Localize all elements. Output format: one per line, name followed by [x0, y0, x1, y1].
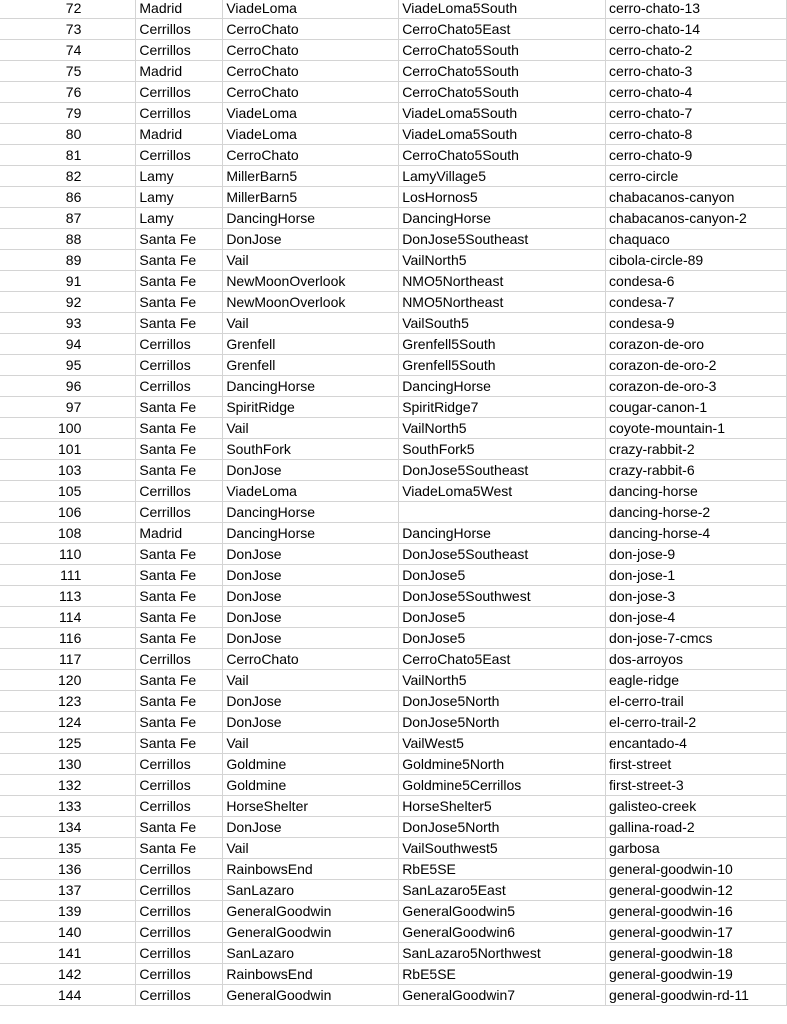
id-cell[interactable]: 97	[0, 397, 136, 418]
town-cell[interactable]: Santa Fe	[136, 817, 223, 838]
slug-cell[interactable]: eagle-ridge	[606, 670, 787, 691]
zone-cell[interactable]: Grenfell	[223, 355, 399, 376]
town-cell[interactable]: Santa Fe	[136, 418, 223, 439]
id-cell[interactable]: 101	[0, 439, 136, 460]
id-cell[interactable]: 89	[0, 250, 136, 271]
id-cell[interactable]: 81	[0, 145, 136, 166]
subzone-cell[interactable]: DancingHorse	[399, 208, 606, 229]
id-cell[interactable]: 108	[0, 523, 136, 544]
slug-cell[interactable]: condesa-9	[606, 313, 787, 334]
id-cell[interactable]: 74	[0, 40, 136, 61]
subzone-cell[interactable]	[399, 502, 606, 523]
town-cell[interactable]: Santa Fe	[136, 439, 223, 460]
town-cell[interactable]: Santa Fe	[136, 292, 223, 313]
town-cell[interactable]: Santa Fe	[136, 712, 223, 733]
subzone-cell[interactable]: ViadeLoma5South	[399, 124, 606, 145]
slug-cell[interactable]: general-goodwin-10	[606, 859, 787, 880]
id-cell[interactable]: 124	[0, 712, 136, 733]
id-cell[interactable]: 120	[0, 670, 136, 691]
zone-cell[interactable]: RainbowsEnd	[223, 964, 399, 985]
subzone-cell[interactable]: ViadeLoma5South	[399, 103, 606, 124]
id-cell[interactable]: 135	[0, 838, 136, 859]
slug-cell[interactable]: cerro-chato-8	[606, 124, 787, 145]
subzone-cell[interactable]: DonJose5Southwest	[399, 586, 606, 607]
id-cell[interactable]: 144	[0, 985, 136, 1006]
slug-cell[interactable]: galisteo-creek	[606, 796, 787, 817]
slug-cell[interactable]: don-jose-7-cmcs	[606, 628, 787, 649]
subzone-cell[interactable]: CerroChato5South	[399, 40, 606, 61]
zone-cell[interactable]: MillerBarn5	[223, 187, 399, 208]
town-cell[interactable]: Lamy	[136, 187, 223, 208]
table-row	[0, 943, 787, 964]
town-cell[interactable]: Cerrillos	[136, 985, 223, 1006]
subzone-cell[interactable]: VailSouth5	[399, 313, 606, 334]
town-cell[interactable]: Cerrillos	[136, 859, 223, 880]
slug-cell[interactable]: don-jose-3	[606, 586, 787, 607]
zone-cell[interactable]: CerroChato	[223, 40, 399, 61]
zone-cell[interactable]: DonJose	[223, 817, 399, 838]
zone-cell[interactable]: ViadeLoma	[223, 103, 399, 124]
slug-cell[interactable]: dancing-horse	[606, 481, 787, 502]
subzone-cell[interactable]: CerroChato5East	[399, 19, 606, 40]
id-cell[interactable]: 100	[0, 418, 136, 439]
id-cell[interactable]: 123	[0, 691, 136, 712]
table-row	[0, 376, 787, 397]
table-row	[0, 292, 787, 313]
slug-cell[interactable]: cerro-chato-4	[606, 82, 787, 103]
id-cell[interactable]: 79	[0, 103, 136, 124]
zone-cell[interactable]: Vail	[223, 733, 399, 754]
zone-cell[interactable]: SanLazaro	[223, 880, 399, 901]
id-cell[interactable]: 95	[0, 355, 136, 376]
town-cell[interactable]: Santa Fe	[136, 838, 223, 859]
slug-cell[interactable]: general-goodwin-18	[606, 943, 787, 964]
table-row	[0, 628, 787, 649]
slug-cell[interactable]: gallina-road-2	[606, 817, 787, 838]
id-cell[interactable]: 93	[0, 313, 136, 334]
zone-cell[interactable]: SouthFork	[223, 439, 399, 460]
subzone-cell[interactable]: DonJose5North	[399, 712, 606, 733]
table-row	[0, 838, 787, 859]
subzone-cell[interactable]: LosHornos5	[399, 187, 606, 208]
town-cell[interactable]: Santa Fe	[136, 733, 223, 754]
zone-cell[interactable]: Vail	[223, 250, 399, 271]
table-row	[0, 439, 787, 460]
table-row	[0, 61, 787, 82]
subzone-cell[interactable]: DonJose5Southeast	[399, 544, 606, 565]
slug-cell[interactable]: el-cerro-trail-2	[606, 712, 787, 733]
id-cell[interactable]: 91	[0, 271, 136, 292]
slug-cell[interactable]: chabacanos-canyon-2	[606, 208, 787, 229]
table-row	[0, 880, 787, 901]
town-cell[interactable]: Cerrillos	[136, 19, 223, 40]
zone-cell[interactable]: DonJose	[223, 586, 399, 607]
id-cell[interactable]: 133	[0, 796, 136, 817]
table-row	[0, 502, 787, 523]
id-cell[interactable]: 75	[0, 61, 136, 82]
table-row	[0, 103, 787, 124]
subzone-cell[interactable]: SouthFork5	[399, 439, 606, 460]
subzone-cell[interactable]: SanLazaro5East	[399, 880, 606, 901]
slug-cell[interactable]: encantado-4	[606, 733, 787, 754]
slug-cell[interactable]: cougar-canon-1	[606, 397, 787, 418]
zone-cell[interactable]: ViadeLoma	[223, 124, 399, 145]
subzone-cell[interactable]: CerroChato5South	[399, 145, 606, 166]
slug-cell[interactable]: el-cerro-trail	[606, 691, 787, 712]
slug-cell[interactable]: corazon-de-oro-2	[606, 355, 787, 376]
table-row	[0, 40, 787, 61]
zone-cell[interactable]: CerroChato	[223, 19, 399, 40]
town-cell[interactable]: Cerrillos	[136, 334, 223, 355]
id-cell[interactable]: 139	[0, 901, 136, 922]
subzone-cell[interactable]: ViadeLoma5West	[399, 481, 606, 502]
zone-cell[interactable]: DonJose	[223, 565, 399, 586]
table-row	[0, 817, 787, 838]
town-cell[interactable]: Santa Fe	[136, 460, 223, 481]
zone-cell[interactable]: ViadeLoma	[223, 481, 399, 502]
table-row	[0, 985, 787, 1006]
zone-cell[interactable]: Grenfell	[223, 334, 399, 355]
town-cell[interactable]: Santa Fe	[136, 544, 223, 565]
table-row	[0, 397, 787, 418]
zone-cell[interactable]: DonJose	[223, 712, 399, 733]
id-cell[interactable]: 72	[0, 0, 136, 19]
table-row	[0, 208, 787, 229]
subzone-cell[interactable]: ViadeLoma5South	[399, 0, 606, 19]
subzone-cell[interactable]: DancingHorse	[399, 376, 606, 397]
town-cell[interactable]: Cerrillos	[136, 481, 223, 502]
slug-cell[interactable]: cerro-chato-2	[606, 40, 787, 61]
table-row	[0, 544, 787, 565]
zone-cell[interactable]: SanLazaro	[223, 943, 399, 964]
table-row	[0, 124, 787, 145]
subzone-cell[interactable]: HorseShelter5	[399, 796, 606, 817]
town-cell[interactable]: Santa Fe	[136, 607, 223, 628]
id-cell[interactable]: 125	[0, 733, 136, 754]
subzone-cell[interactable]: DonJose5North	[399, 691, 606, 712]
subzone-cell[interactable]: VailNorth5	[399, 670, 606, 691]
town-cell[interactable]: Santa Fe	[136, 313, 223, 334]
id-cell[interactable]: 130	[0, 754, 136, 775]
zone-cell[interactable]: Vail	[223, 313, 399, 334]
table-row	[0, 754, 787, 775]
table-row	[0, 586, 787, 607]
table-row	[0, 901, 787, 922]
id-cell[interactable]: 114	[0, 607, 136, 628]
zone-cell[interactable]: DonJose	[223, 229, 399, 250]
slug-cell[interactable]: general-goodwin-rd-11	[606, 985, 787, 1006]
id-cell[interactable]: 141	[0, 943, 136, 964]
subzone-cell[interactable]: DonJose5Southeast	[399, 229, 606, 250]
table-row	[0, 481, 787, 502]
id-cell[interactable]: 110	[0, 544, 136, 565]
town-cell[interactable]: Cerrillos	[136, 40, 223, 61]
id-cell[interactable]: 96	[0, 376, 136, 397]
town-cell[interactable]: Santa Fe	[136, 565, 223, 586]
id-cell[interactable]: 73	[0, 19, 136, 40]
table-row	[0, 964, 787, 985]
id-cell[interactable]: 94	[0, 334, 136, 355]
town-cell[interactable]: Cerrillos	[136, 82, 223, 103]
zone-cell[interactable]: CerroChato	[223, 61, 399, 82]
slug-cell[interactable]: condesa-7	[606, 292, 787, 313]
town-cell[interactable]: Madrid	[136, 61, 223, 82]
table-row	[0, 565, 787, 586]
subzone-cell[interactable]: Grenfell5South	[399, 355, 606, 376]
slug-cell[interactable]: dos-arroyos	[606, 649, 787, 670]
table-row	[0, 271, 787, 292]
zone-cell[interactable]: SpiritRidge	[223, 397, 399, 418]
town-cell[interactable]: Santa Fe	[136, 397, 223, 418]
table-row	[0, 922, 787, 943]
table-row	[0, 334, 787, 355]
slug-cell[interactable]: don-jose-9	[606, 544, 787, 565]
zone-cell[interactable]: GeneralGoodwin	[223, 901, 399, 922]
zone-cell[interactable]: NewMoonOverlook	[223, 292, 399, 313]
subzone-cell[interactable]: Goldmine5Cerrillos	[399, 775, 606, 796]
slug-cell[interactable]: condesa-6	[606, 271, 787, 292]
town-cell[interactable]: Santa Fe	[136, 691, 223, 712]
zone-cell[interactable]: Goldmine	[223, 775, 399, 796]
zone-cell[interactable]: DonJose	[223, 691, 399, 712]
table-row	[0, 649, 787, 670]
id-cell[interactable]: 82	[0, 166, 136, 187]
town-cell[interactable]: Cerrillos	[136, 355, 223, 376]
zone-cell[interactable]: ViadeLoma	[223, 0, 399, 19]
table-row	[0, 166, 787, 187]
zone-cell[interactable]: CerroChato	[223, 82, 399, 103]
slug-cell[interactable]: general-goodwin-16	[606, 901, 787, 922]
town-cell[interactable]: Cerrillos	[136, 145, 223, 166]
id-cell[interactable]: 137	[0, 880, 136, 901]
id-cell[interactable]: 103	[0, 460, 136, 481]
zone-cell[interactable]: Goldmine	[223, 754, 399, 775]
subzone-cell[interactable]: SpiritRidge7	[399, 397, 606, 418]
town-cell[interactable]: Cerrillos	[136, 901, 223, 922]
id-cell[interactable]: 80	[0, 124, 136, 145]
subzone-cell[interactable]: VailNorth5	[399, 250, 606, 271]
zone-cell[interactable]: DonJose	[223, 628, 399, 649]
table-row	[0, 859, 787, 880]
id-cell[interactable]: 87	[0, 208, 136, 229]
id-cell[interactable]: 140	[0, 922, 136, 943]
slug-cell[interactable]: first-street-3	[606, 775, 787, 796]
zone-cell[interactable]: DancingHorse	[223, 376, 399, 397]
table-row	[0, 187, 787, 208]
slug-cell[interactable]: cerro-chato-13	[606, 0, 787, 19]
subzone-cell[interactable]: DonJose5North	[399, 817, 606, 838]
slug-cell[interactable]: dancing-horse-2	[606, 502, 787, 523]
slug-cell[interactable]: chaquaco	[606, 229, 787, 250]
table-row	[0, 775, 787, 796]
town-cell[interactable]: Lamy	[136, 166, 223, 187]
zone-cell[interactable]: CerroChato	[223, 649, 399, 670]
zone-cell[interactable]: Vail	[223, 418, 399, 439]
town-cell[interactable]: Cerrillos	[136, 376, 223, 397]
slug-cell[interactable]: corazon-de-oro	[606, 334, 787, 355]
slug-cell[interactable]: chabacanos-canyon	[606, 187, 787, 208]
table-row	[0, 670, 787, 691]
zone-cell[interactable]: Vail	[223, 670, 399, 691]
town-cell[interactable]: Santa Fe	[136, 670, 223, 691]
town-cell[interactable]: Lamy	[136, 208, 223, 229]
id-cell[interactable]: 111	[0, 565, 136, 586]
subzone-cell[interactable]: Goldmine5North	[399, 754, 606, 775]
id-cell[interactable]: 76	[0, 82, 136, 103]
id-cell[interactable]: 134	[0, 817, 136, 838]
slug-cell[interactable]: garbosa	[606, 838, 787, 859]
subzone-cell[interactable]: NMO5Northeast	[399, 292, 606, 313]
slug-cell[interactable]: crazy-rabbit-2	[606, 439, 787, 460]
town-cell[interactable]: Cerrillos	[136, 796, 223, 817]
town-cell[interactable]: Cerrillos	[136, 922, 223, 943]
slug-cell[interactable]: cerro-chato-9	[606, 145, 787, 166]
subzone-cell[interactable]: RbE5SE	[399, 964, 606, 985]
slug-cell[interactable]: cerro-chato-14	[606, 19, 787, 40]
subzone-cell[interactable]: GeneralGoodwin7	[399, 985, 606, 1006]
subzone-cell[interactable]: CerroChato5South	[399, 82, 606, 103]
table-row	[0, 19, 787, 40]
slug-cell[interactable]: general-goodwin-12	[606, 880, 787, 901]
slug-cell[interactable]: general-goodwin-19	[606, 964, 787, 985]
id-cell[interactable]: 142	[0, 964, 136, 985]
slug-cell[interactable]: general-goodwin-17	[606, 922, 787, 943]
town-cell[interactable]: Madrid	[136, 523, 223, 544]
town-cell[interactable]: Madrid	[136, 0, 223, 19]
table-row	[0, 313, 787, 334]
slug-cell[interactable]: first-street	[606, 754, 787, 775]
table-row	[0, 607, 787, 628]
subzone-cell[interactable]: RbE5SE	[399, 859, 606, 880]
subzone-cell[interactable]: SanLazaro5Northwest	[399, 943, 606, 964]
town-cell[interactable]: Santa Fe	[136, 586, 223, 607]
id-cell[interactable]: 113	[0, 586, 136, 607]
table-row	[0, 82, 787, 103]
town-cell[interactable]: Santa Fe	[136, 250, 223, 271]
slug-cell[interactable]: corazon-de-oro-3	[606, 376, 787, 397]
subzone-cell[interactable]: VailNorth5	[399, 418, 606, 439]
town-cell[interactable]: Cerrillos	[136, 943, 223, 964]
slug-cell[interactable]: cerro-chato-7	[606, 103, 787, 124]
id-cell[interactable]: 86	[0, 187, 136, 208]
town-cell[interactable]: Cerrillos	[136, 775, 223, 796]
slug-cell[interactable]: crazy-rabbit-6	[606, 460, 787, 481]
town-cell[interactable]: Madrid	[136, 124, 223, 145]
slug-cell[interactable]: dancing-horse-4	[606, 523, 787, 544]
slug-cell[interactable]: cerro-chato-3	[606, 61, 787, 82]
town-cell[interactable]: Cerrillos	[136, 502, 223, 523]
zone-cell[interactable]: HorseShelter	[223, 796, 399, 817]
table-row	[0, 418, 787, 439]
table-row	[0, 712, 787, 733]
slug-cell[interactable]: coyote-mountain-1	[606, 418, 787, 439]
zone-cell[interactable]: DonJose	[223, 607, 399, 628]
subzone-cell[interactable]: DonJose5	[399, 607, 606, 628]
table-row	[0, 733, 787, 754]
subzone-cell[interactable]: VailWest5	[399, 733, 606, 754]
zone-cell[interactable]: NewMoonOverlook	[223, 271, 399, 292]
subzone-cell[interactable]: Grenfell5South	[399, 334, 606, 355]
table-row	[0, 145, 787, 166]
slug-cell[interactable]: don-jose-1	[606, 565, 787, 586]
table-row	[0, 250, 787, 271]
town-cell[interactable]: Cerrillos	[136, 649, 223, 670]
slug-cell[interactable]: don-jose-4	[606, 607, 787, 628]
town-cell[interactable]: Cerrillos	[136, 880, 223, 901]
subzone-cell[interactable]: GeneralGoodwin5	[399, 901, 606, 922]
id-cell[interactable]: 117	[0, 649, 136, 670]
town-cell[interactable]: Santa Fe	[136, 628, 223, 649]
slug-cell[interactable]: cerro-circle	[606, 166, 787, 187]
table-row	[0, 796, 787, 817]
zone-cell[interactable]: DancingHorse	[223, 502, 399, 523]
table-row	[0, 0, 787, 19]
subzone-cell[interactable]: VailSouthwest5	[399, 838, 606, 859]
table-row	[0, 691, 787, 712]
zone-cell[interactable]: Vail	[223, 838, 399, 859]
table-row	[0, 355, 787, 376]
subzone-cell[interactable]: CerroChato5South	[399, 61, 606, 82]
town-cell[interactable]: Santa Fe	[136, 229, 223, 250]
table-row	[0, 523, 787, 544]
slug-cell[interactable]: cibola-circle-89	[606, 250, 787, 271]
subzone-cell[interactable]: DancingHorse	[399, 523, 606, 544]
subzone-cell[interactable]: NMO5Northeast	[399, 271, 606, 292]
zone-cell[interactable]: GeneralGoodwin	[223, 922, 399, 943]
zone-cell[interactable]: DancingHorse	[223, 523, 399, 544]
town-cell[interactable]: Cerrillos	[136, 103, 223, 124]
subzone-cell[interactable]: DonJose5	[399, 565, 606, 586]
table-row	[0, 460, 787, 481]
id-cell[interactable]: 106	[0, 502, 136, 523]
zone-cell[interactable]: GeneralGoodwin	[223, 985, 399, 1006]
id-cell[interactable]: 105	[0, 481, 136, 502]
subzone-cell[interactable]: CerroChato5East	[399, 649, 606, 670]
zone-cell[interactable]: MillerBarn5	[223, 166, 399, 187]
town-cell[interactable]: Cerrillos	[136, 964, 223, 985]
town-cell[interactable]: Santa Fe	[136, 271, 223, 292]
subzone-cell[interactable]: DonJose5	[399, 628, 606, 649]
subzone-cell[interactable]: LamyVillage5	[399, 166, 606, 187]
zone-cell[interactable]: RainbowsEnd	[223, 859, 399, 880]
zone-cell[interactable]: DonJose	[223, 460, 399, 481]
id-cell[interactable]: 92	[0, 292, 136, 313]
zone-cell[interactable]: DancingHorse	[223, 208, 399, 229]
id-cell[interactable]: 116	[0, 628, 136, 649]
table-row	[0, 229, 787, 250]
town-cell[interactable]: Cerrillos	[136, 754, 223, 775]
zone-cell[interactable]: DonJose	[223, 544, 399, 565]
id-cell[interactable]: 88	[0, 229, 136, 250]
subzone-cell[interactable]: DonJose5Southeast	[399, 460, 606, 481]
zone-cell[interactable]: CerroChato	[223, 145, 399, 166]
subzone-cell[interactable]: GeneralGoodwin6	[399, 922, 606, 943]
id-cell[interactable]: 136	[0, 859, 136, 880]
id-cell[interactable]: 132	[0, 775, 136, 796]
